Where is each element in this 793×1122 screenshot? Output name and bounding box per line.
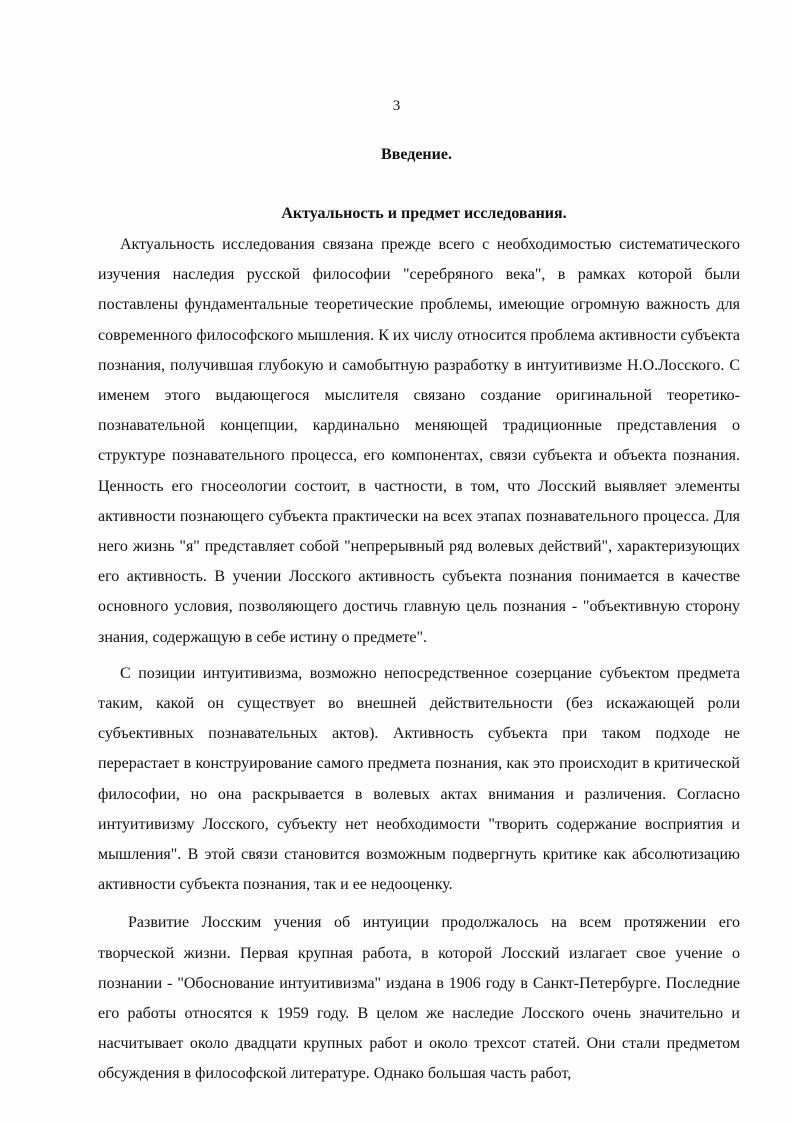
paragraph: Актуальность исследования связана прежде всего с необходимостью систематического изучения наследия русской философии "серебряного века", в рамках которой были поставлены фундаментальные теоретические проблемы, имеющие огромную важность для современного философского мышления. К их числу относится проблема активности субъекта познания, получившая глубокую и самобытную разработку в интуитивизме Н.О.Лосского. С именем этого выдающегося мыслителя связано создание оригинальной теоретико-познавательной концепции, кардинально меняющей традиционные представления о структуре познавательного процесса, его компонентах, связи субъекта и объекта познания. Ценность его гносеологии состоит, в частности, в том, что Лосский выявляет элементы активности познающего субъекта практически на всех этапах познавательного процесса. Для него жизнь "я" представляет собой "непрерывный ряд волевых действий", характеризующих его активность. В учении Лосского активность субъекта познания понимается в качестве основного условия, позволяющего достичь главную цель познания - "объективную сторону знания, содержащую в себе истину о предмете". (98, 236, 740, 646)
body-text (98, 230, 740, 1090)
section-title: Актуальность и предмет исследования. (281, 205, 567, 222)
page-number: 3 (392, 98, 401, 114)
paragraph: С позиции интуитивизма, возможно непосредственное созерцание субъектом предмета таким, какой он существует во внешней действительности (без искажающей роли субъективных познавательных актов). Активность субъекта при таком подходе не перерастает в конструирование самого предмета познания, как это происходит в критической философии, но она раскрывается в волевых актах внимания и различения. Согласно интуитивизму Лосского, субъекту нет необходимости "творить содержание восприятия и мышления". В этой связи становится возможным подвергнуть критике как абсолютизацию активности субъекта познания, так и ее недооценку. (98, 664, 740, 894)
paragraph: Развитие Лосским учения об интуиции продолжалось на всем протяжении его творческой жизни. Первая крупная работа, в которой Лосский излагает свое учение о познании - "Обоснование интуитивизма" издана в 1906 году в Санкт-Петербурге. Последние его работы относятся к 1959 году. В целом же наследие Лосского очень значительно и насчитывает около двадцати крупных работ и около трехсот статей. Они стали предметом обсуждения в философской литературе. Однако большая часть работ, (98, 914, 740, 1083)
chapter-title: Введение. (381, 146, 452, 163)
